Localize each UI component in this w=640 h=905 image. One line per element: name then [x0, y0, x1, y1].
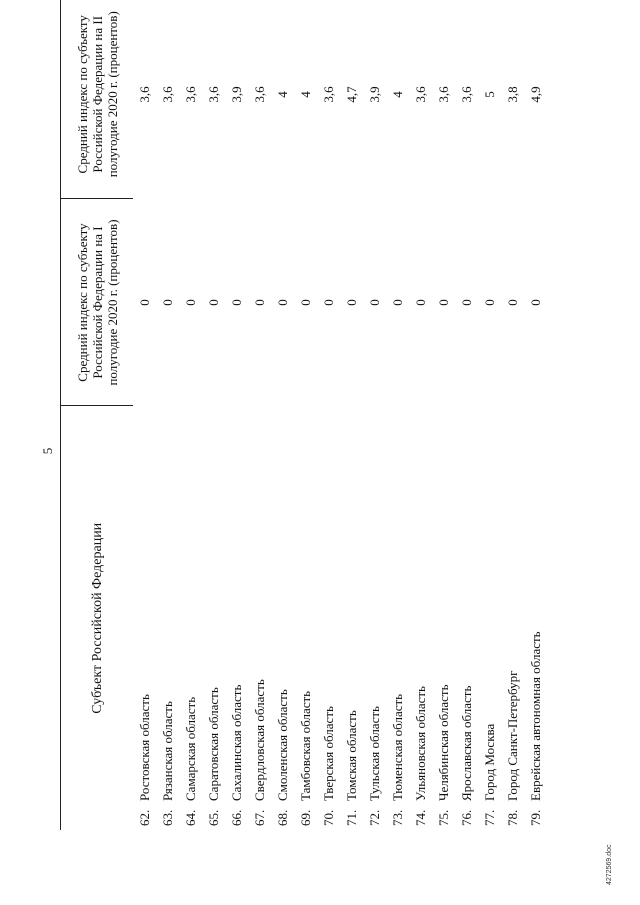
row-number: 64.: [183, 809, 198, 826]
row-number: 70.: [321, 809, 336, 826]
index-second-half-cell: 4: [390, 91, 405, 98]
subject-cell: [248, 406, 271, 830]
row-number: 65.: [206, 809, 221, 826]
subject-name: Тюменская область: [390, 693, 405, 801]
index-first-half-cell: 0: [206, 299, 221, 306]
page-number: 5: [40, 447, 55, 455]
subject-cell: [317, 406, 340, 830]
index-first-half-cell: 0: [390, 299, 405, 306]
subject-name: Томская область: [344, 710, 359, 801]
subject-cell: [179, 406, 202, 830]
subject-name: Самарская область: [183, 696, 198, 801]
subject-cell: [156, 406, 179, 830]
subject-name: Ульяновская область: [413, 686, 428, 801]
index-second-half-cell: 3,8: [505, 86, 520, 103]
index-first-half-cell: 0: [344, 299, 359, 306]
row-number: 68.: [275, 809, 290, 826]
index-second-half-cell: 3,6: [459, 86, 474, 103]
row-number: 76.: [459, 809, 474, 826]
header-subject: Субъект Российской Федерации: [61, 406, 134, 830]
table-row: [501, 0, 524, 830]
index-second-half-cell: 4: [275, 91, 290, 98]
table-row: [363, 0, 386, 830]
index-first-half-cell: 0: [298, 299, 313, 306]
table-row: [340, 0, 363, 830]
table-row: [225, 0, 248, 830]
subject-name: Рязанская область: [160, 701, 175, 801]
index-second-half-cell: 3,6: [436, 86, 451, 103]
footer-file-name: 4272569.doc: [606, 844, 613, 885]
index-second-half-cell: 3,6: [321, 86, 336, 103]
table-body: [133, 0, 547, 830]
index-first-half-cell: 0: [482, 299, 497, 306]
table-row: [271, 0, 294, 830]
subject-cell: [202, 406, 225, 830]
subject-name: Ярославская область: [459, 685, 474, 801]
index-second-half-cell: 3,6: [160, 86, 175, 103]
header-first-half-2020: Средний индекс по субъекту Российской Федерации на I полугодие 2020 г. (процентов): [61, 199, 134, 406]
subject-name: Челябинская область: [436, 684, 451, 801]
index-first-half-cell: 0: [321, 299, 336, 306]
table-row: [156, 0, 179, 830]
subject-name: Ростовская область: [137, 694, 152, 801]
index-second-half-cell: 3,6: [206, 86, 221, 103]
index-first-half-cell: 0: [367, 299, 382, 306]
index-second-half-cell: 3,6: [183, 86, 198, 103]
index-second-half-cell: 5: [482, 91, 497, 98]
subject-cell: [501, 406, 524, 830]
index-first-half-cell: 0: [436, 299, 451, 306]
index-second-half-cell: 3,6: [252, 86, 267, 103]
index-first-half-cell: 0: [183, 299, 198, 306]
index-second-half-cell: 3,6: [413, 86, 428, 103]
row-number: 62.: [137, 809, 152, 826]
subject-name: Смоленская область: [275, 689, 290, 801]
table-row: [386, 0, 409, 830]
table-row: [133, 0, 156, 830]
row-number: 78.: [505, 809, 520, 826]
index-first-half-cell: 0: [275, 299, 290, 306]
index-first-half-cell: 0: [505, 299, 520, 306]
index-first-half-cell: 0: [160, 299, 175, 306]
subject-name: Тульская область: [367, 706, 382, 801]
row-number: 71.: [344, 809, 359, 826]
tariff-index-table: [60, 0, 547, 830]
index-first-half-cell: 0: [229, 299, 244, 306]
index-second-half-cell: 4,7: [344, 86, 359, 103]
row-number: 63.: [160, 809, 175, 826]
subject-cell: [478, 406, 501, 830]
index-first-half-cell: 0: [459, 299, 474, 306]
row-number: 79.: [528, 809, 543, 826]
subject-name: Тверская область: [321, 706, 336, 801]
subject-name: Саратовская область: [206, 687, 221, 801]
table-row: [524, 0, 547, 830]
index-first-half-cell: 0: [528, 299, 543, 306]
subject-cell: [432, 406, 455, 830]
subject-cell: [133, 406, 156, 830]
row-number: 73.: [390, 809, 405, 826]
index-second-half-cell: 3,9: [367, 86, 382, 103]
subject-cell: [225, 406, 248, 830]
table-row: [248, 0, 271, 830]
subject-cell: [363, 406, 386, 830]
row-number: 72.: [367, 809, 382, 826]
row-number: 74.: [413, 809, 428, 826]
subject-name: Город Санкт-Петербург: [505, 670, 520, 801]
table-row: [478, 0, 501, 830]
subject-name: Город Москва: [482, 723, 497, 801]
row-number: 77.: [482, 809, 497, 826]
row-number: 66.: [229, 809, 244, 826]
subject-cell: [294, 406, 317, 830]
table-row: [432, 0, 455, 830]
index-first-half-cell: 0: [413, 299, 428, 306]
subject-cell: [340, 406, 363, 830]
subject-cell: [409, 406, 432, 830]
subject-cell: [455, 406, 478, 830]
subject-name: Свердловская область: [252, 679, 267, 801]
index-first-half-cell: 0: [252, 299, 267, 306]
index-first-half-cell: 0: [137, 299, 152, 306]
row-number: 67.: [252, 809, 267, 826]
table-row: [409, 0, 432, 830]
header-second-half-2020: Средний индекс по субъекту Российской Федерации на II полугодие 2020 г. (процентов): [61, 0, 134, 199]
table-row: [455, 0, 478, 830]
subject-cell: [524, 406, 547, 830]
index-second-half-cell: 4: [298, 91, 313, 98]
index-second-half-cell: 3,9: [229, 86, 244, 103]
subject-cell: [386, 406, 409, 830]
table-header-row: [61, 0, 134, 830]
row-number: 69.: [298, 809, 313, 826]
row-number: 75.: [436, 809, 451, 826]
table-row: [179, 0, 202, 830]
table-row: [317, 0, 340, 830]
subject-name: Тамбовская область: [298, 690, 313, 801]
index-second-half-cell: 3,6: [137, 86, 152, 103]
subject-cell: [271, 406, 294, 830]
index-second-half-cell: 4,9: [528, 86, 543, 103]
subject-name: Еврейская автономная область: [528, 631, 543, 801]
table-row: [202, 0, 225, 830]
subject-name: Сахалинская область: [229, 684, 244, 801]
table-row: [294, 0, 317, 830]
